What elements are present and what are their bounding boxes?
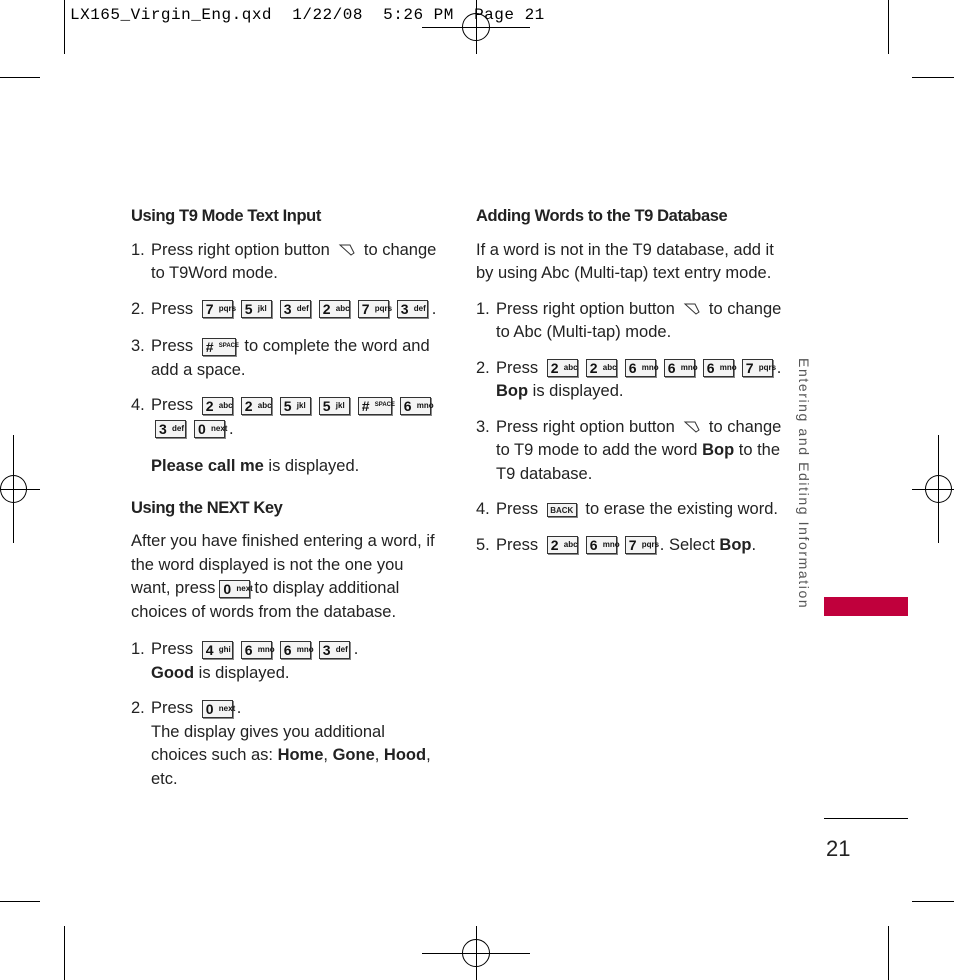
section-heading-next: Using the NEXT Key bbox=[131, 498, 283, 517]
key-7-pqrs-icon: 7 pqrs bbox=[625, 536, 656, 554]
crop-mark bbox=[912, 77, 954, 78]
key-3-def-icon: 3 def bbox=[397, 300, 428, 318]
crop-mark bbox=[912, 901, 954, 902]
result-text: Bop is displayed. bbox=[496, 382, 624, 400]
key-5-jkl-icon: 5 jkl bbox=[280, 397, 311, 415]
page-number-rule bbox=[824, 818, 908, 819]
side-tab-marker bbox=[824, 597, 908, 616]
key-3-def-icon: 3 def bbox=[155, 420, 186, 438]
registration-circle bbox=[925, 475, 952, 503]
crop-mark bbox=[64, 926, 65, 980]
crop-mark bbox=[64, 0, 65, 54]
result-text: Good is displayed. bbox=[151, 663, 290, 682]
list-item: 2. Press 7 pqrs 5 jkl 3 def 2 abc 7 pqrs 3 def . bbox=[131, 299, 437, 318]
key-6-mno-icon: 6 mno bbox=[586, 536, 617, 554]
registration-circle bbox=[0, 475, 27, 503]
key-0-next-icon: 0 next bbox=[194, 420, 225, 438]
page-number: 21 bbox=[826, 836, 851, 861]
list-item: 4. Press BACK to erase the existing word. bbox=[476, 500, 778, 518]
registration-circle bbox=[462, 939, 490, 967]
result-text: The display gives you additional choices such as: Home, Gone, Hood, etc. bbox=[151, 722, 431, 788]
key-2-abc-icon: 2 abc bbox=[547, 536, 578, 554]
key-0-next-icon: 0 next bbox=[219, 580, 250, 598]
list-item: 2. Press 2 abc 2 abc 6 mno 6 mno 6 mno 7 pqrs . Bop is displayed. bbox=[476, 357, 786, 404]
back-key-icon: BACK bbox=[547, 503, 577, 517]
list-item: 3. Press # SPACE to complete the word and add a space. bbox=[131, 337, 430, 379]
key-3-def-icon: 3 def bbox=[319, 641, 350, 659]
key-2-abc-icon: 2 abc bbox=[547, 359, 578, 377]
list-item: 1. Press 4 ghi 6 mno 6 mno 3 def . Good is displayed. bbox=[131, 638, 441, 685]
list-item: 1. Press right option button to change to T9Word mode. bbox=[131, 240, 437, 282]
section-heading-t9: Using T9 Mode Text Input bbox=[131, 207, 321, 225]
key-2-abc-icon: 2 abc bbox=[319, 300, 350, 318]
key-6-mno-icon: 6 mno bbox=[703, 359, 734, 377]
key-pound-space-icon: # SPACE bbox=[202, 338, 236, 356]
list-item: 1. Press right option button to change to Abc (Multi-tap) mode. bbox=[476, 299, 782, 341]
list-item: 5. Press 2 abc 6 mno 7 pqrs . Select Bop. bbox=[476, 535, 757, 554]
next-intro: After you have finished entering a word, if the word displayed is not the one you want, press 0 next to display additional choices of words from the database. bbox=[131, 532, 435, 621]
key-2-abc-icon: 2 abc bbox=[241, 397, 272, 415]
list-item: 4. Press 2 abc 2 abc 5 jkl 5 jkl # SPACE 6 mno 3 def 0 next . Please call me is displayed. bbox=[131, 394, 441, 479]
right-option-button-icon bbox=[338, 242, 356, 258]
key-7-pqrs-icon: 7 pqrs bbox=[202, 300, 233, 318]
key-5-jkl-icon: 5 jkl bbox=[319, 397, 350, 415]
right-option-button-icon bbox=[683, 301, 701, 317]
right-option-button-icon bbox=[683, 419, 701, 435]
key-7-pqrs-icon: 7 pqrs bbox=[742, 359, 773, 377]
add-intro: If a word is not in the T9 database, add it by using Abc (Multi-tap) text entry mode. bbox=[476, 240, 774, 282]
right-column bbox=[476, 205, 786, 557]
key-4-ghi-icon: 4 ghi bbox=[202, 641, 233, 659]
print-slug: LX165_Virgin_Eng.qxd 1/22/08 5:26 PM Page 21 bbox=[70, 6, 545, 24]
key-6-mno-icon: 6 mno bbox=[625, 359, 656, 377]
list-item: 3. Press right option button to change to T9 mode to add the word Bop to the T9 database. bbox=[476, 417, 782, 483]
key-6-mno-icon: 6 mno bbox=[664, 359, 695, 377]
left-column bbox=[131, 205, 441, 791]
key-6-mno-icon: 6 mno bbox=[400, 397, 431, 415]
key-6-mno-icon: 6 mno bbox=[241, 641, 272, 659]
crop-mark bbox=[0, 901, 40, 902]
key-0-next-icon: 0 next bbox=[202, 700, 233, 718]
key-2-abc-icon: 2 abc bbox=[202, 397, 233, 415]
crop-mark bbox=[0, 77, 40, 78]
result-text: Please call me is displayed. bbox=[151, 457, 360, 475]
key-3-def-icon: 3 def bbox=[280, 300, 311, 318]
crop-mark bbox=[888, 0, 889, 54]
section-heading-add-words: Adding Words to the T9 Database bbox=[476, 207, 728, 225]
key-5-jkl-icon: 5 jkl bbox=[241, 300, 272, 318]
side-tab-label: Entering and Editing Information bbox=[796, 358, 812, 610]
key-pound-space-icon: # SPACE bbox=[358, 397, 392, 415]
list-item: 2. Press 0 next . The display gives you additional choices such as: Home, Gone, Hood, etc. bbox=[131, 697, 441, 791]
key-6-mno-icon: 6 mno bbox=[280, 641, 311, 659]
key-2-abc-icon: 2 abc bbox=[586, 359, 617, 377]
crop-mark bbox=[888, 926, 889, 980]
key-7-pqrs-icon: 7 pqrs bbox=[358, 300, 389, 318]
